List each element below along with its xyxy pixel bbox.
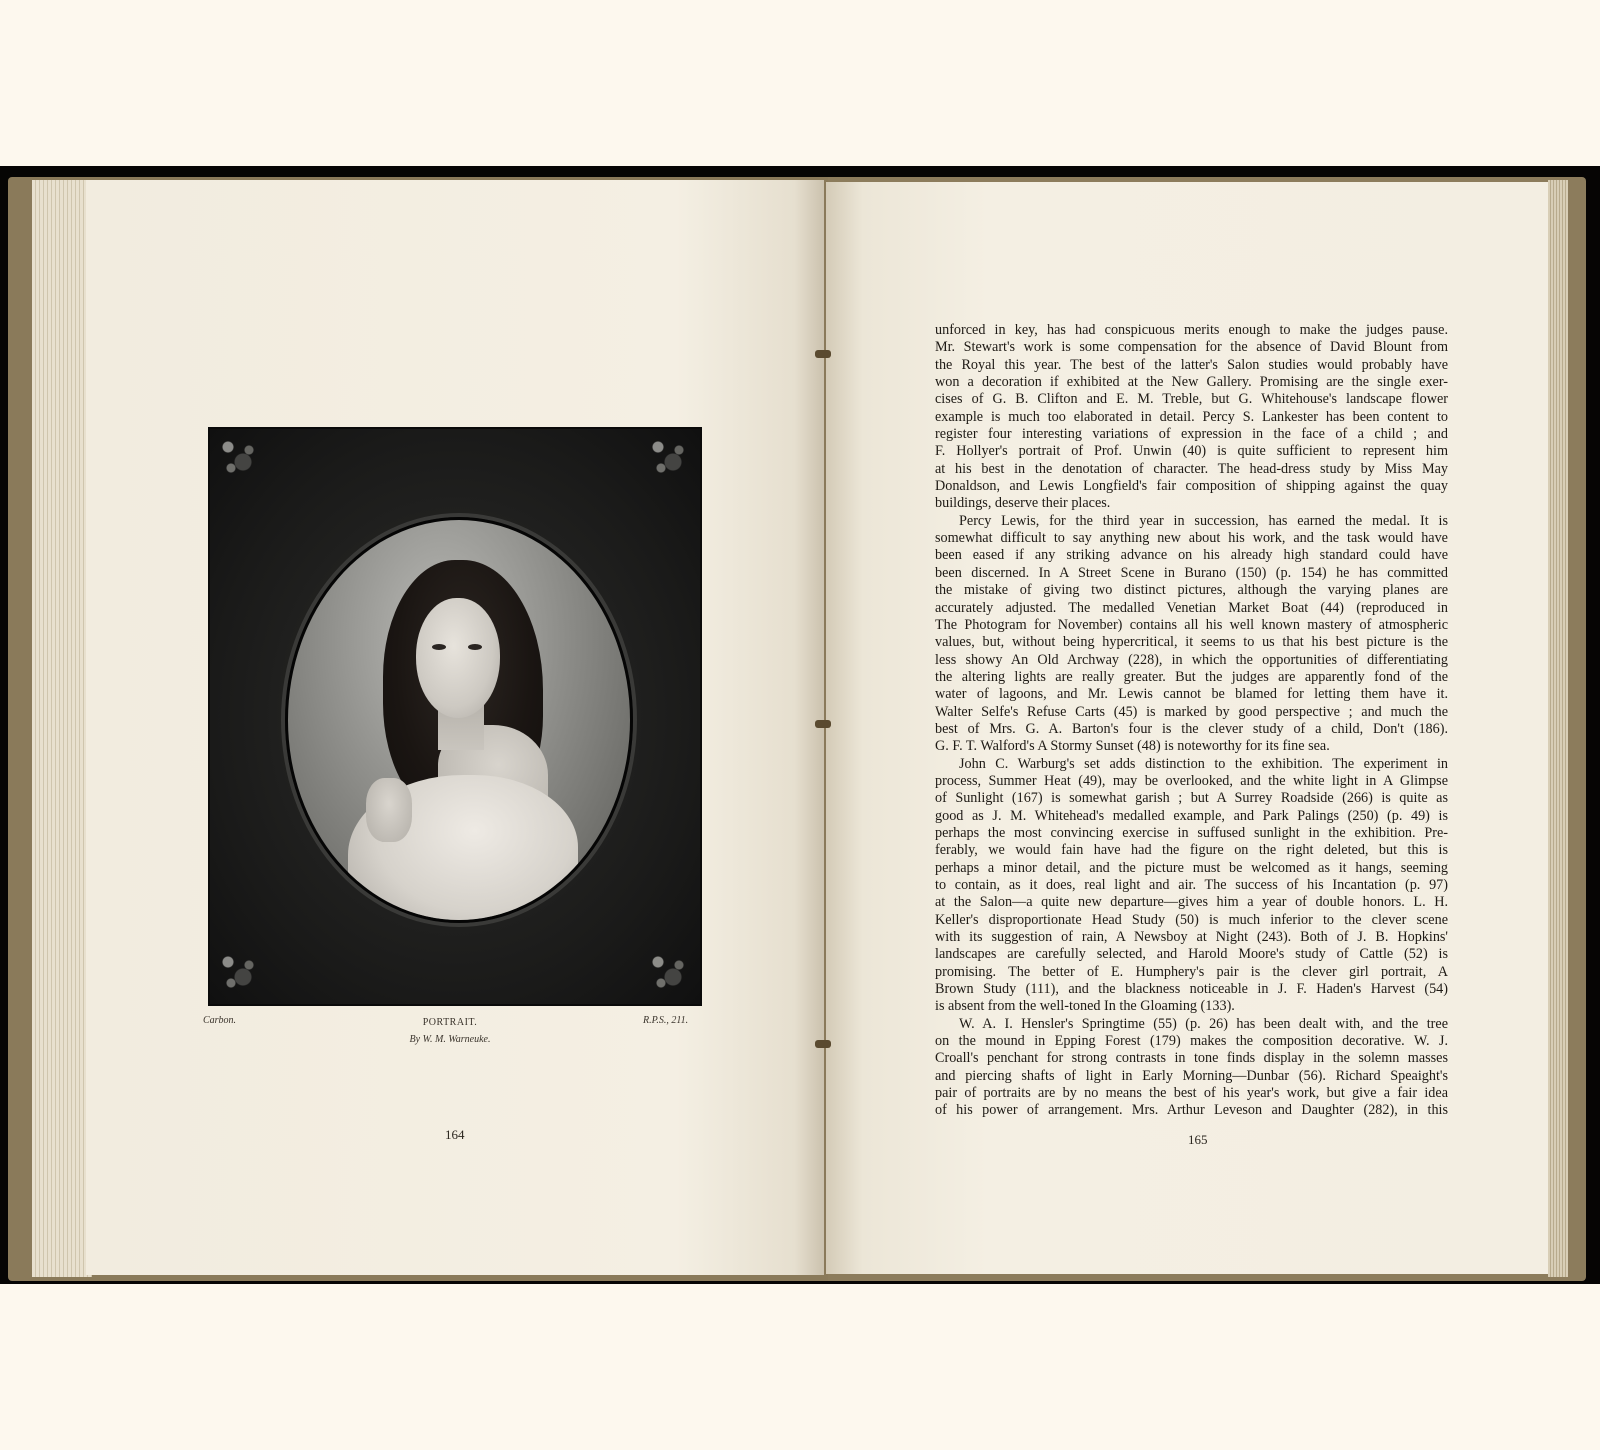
text-line: Keller's disproportionate Head Study (50) is much inferior to the clever scene	[935, 911, 1448, 928]
portrait-eye-left	[432, 644, 446, 650]
text-line: somewhat difficult to say anything new about his work, and the task would have	[935, 530, 1448, 547]
text-line: buildings, deserve their places.	[935, 495, 1111, 512]
text-line: perhaps the most convincing exercise in suffused sunlight in the exhibition. Pre-	[935, 824, 1448, 841]
text-line: Brown Study (111), and the blackness noticeable in J. F. Haden's Harvest (54)	[935, 981, 1448, 998]
plate-caption-byline: By W. M. Warneuke.	[409, 1034, 491, 1045]
portrait-face	[416, 598, 500, 718]
text-line: G. F. T. Walford's A Stormy Sunset (48) is noteworthy for its fine sea.	[935, 738, 1330, 755]
text-line: the altering lights are really greater. But the judges are apparently fond of the	[935, 668, 1448, 685]
text-line: promising. The better of E. Humphery's pair is the clever girl portrait, A	[935, 963, 1448, 980]
text-line: with its suggestion of rain, A Newsboy at Night (243). Both of J. B. Hopkins'	[935, 929, 1448, 946]
portrait-eye-right	[468, 644, 482, 650]
text-line: The Photogram for November) contains all his well known mastery of atmospheric	[935, 616, 1448, 633]
text-line: process, Summer Heat (49), may be overlooked, and the white light in A Glimpse	[935, 772, 1448, 789]
text-line: values, but, without being hypercritical, it seems to us that his best picture is the	[935, 634, 1448, 651]
text-line: John C. Warburg's set adds distinction to the exhibition. The experiment in	[959, 755, 1448, 772]
text-line: Walter Selfe's Refuse Carts (45) is marked by good perspective ; and much the	[935, 703, 1448, 720]
page-number-left: 164	[445, 1127, 465, 1142]
text-line: landscapes are carefully selected, and Harold Moore's study of Cattle (52) is	[935, 946, 1448, 963]
portrait-photograph	[285, 517, 633, 923]
binding-thread	[815, 720, 831, 728]
text-line: and piercing shafts of light in Early Morning—Dunbar (56). Richard Speaight's	[935, 1067, 1448, 1084]
text-line: pair of portraits are by no means the best of his year's work, but give a fair idea	[935, 1085, 1448, 1102]
text-line: perhaps a minor detail, and the picture must be welcomed as it hangs, seeming	[935, 859, 1448, 876]
plate-caption-process: Carbon.	[203, 1015, 237, 1026]
text-line: Mr. Stewart's work is some compensation for the absence of David Blount from	[935, 339, 1448, 356]
text-line: F. Hollyer's portrait of Prof. Unwin (40) is quite sufficient to represent him	[935, 443, 1448, 460]
page-edges-left	[32, 180, 92, 1277]
text-line: ferably, we would fain have had the figure on the right deleted, but this is	[935, 842, 1448, 859]
text-line: the mistake of giving two distinct pictures, although the varying planes are	[935, 582, 1448, 599]
text-line: of Sunlight (167) is somewhat garish ; but A Surrey Roadside (266) is quite as	[935, 790, 1448, 807]
text-line: on the mound in Epping Forest (179) makes the composition decorative. W. J.	[935, 1033, 1448, 1050]
text-line: accurately adjusted. The medalled Venetian Market Boat (44) (reproduced in	[935, 599, 1448, 616]
corner-ornament-top-right	[640, 429, 700, 489]
text-line: at his best in the denotation of character. The head-dress study by Miss May	[935, 460, 1448, 477]
text-line: best of Mrs. G. A. Barton's four is the clever study of a child, Don't (186).	[935, 720, 1448, 737]
page-edges-right	[1548, 180, 1568, 1277]
text-line: Percy Lewis, for the third year in succession, has earned the medal. It is	[959, 512, 1448, 529]
plate-caption-title: PORTRAIT.	[422, 1017, 478, 1028]
text-line: water of lagoons, and Mr. Lewis cannot be blamed for letting them have it.	[935, 686, 1448, 703]
text-line: to contain, as it does, real light and air. The success of his Incantation (p. 97)	[935, 877, 1448, 893]
text-line: example is much too elaborated in detail. Percy S. Lankester has been content to	[935, 408, 1448, 425]
text-line: been eased if any striking advance on his already high standard could have	[935, 547, 1448, 564]
body-text-column	[935, 322, 1448, 1120]
corner-ornament-top-left	[210, 429, 270, 489]
text-line: won a decoration if exhibited at the New Gallery. Promising are the single exer-	[935, 374, 1448, 391]
text-line: of his power of arrangement. Mrs. Arthur Leveson and Daughter (282), in this	[935, 1102, 1448, 1119]
text-line: good as J. M. Whitehead's medalled example, and Park Palings (250) (p. 49) is	[935, 807, 1448, 824]
text-line: register four interesting variations of expression in the face of a child ; and	[935, 426, 1448, 443]
text-line: is absent from the well-toned In the Gloaming (133).	[935, 998, 1235, 1015]
text-line: cises of G. B. Clifton and E. M. Treble, but G. Whitehouse's landscape flower	[935, 391, 1448, 408]
text-line: unforced in key, has had conspicuous merits enough to make the judges pause.	[935, 322, 1448, 338]
corner-ornament-bottom-right	[640, 944, 700, 1004]
portrait-hand	[366, 778, 412, 842]
corner-ornament-bottom-left	[210, 944, 270, 1004]
portrait-plate	[208, 427, 702, 1006]
text-line: W. A. I. Hensler's Springtime (55) (p. 26) has been dealt with, and the tree	[959, 1015, 1448, 1032]
text-line: Donaldson, and Lewis Longfield's fair composition of shipping against the quay	[935, 478, 1448, 495]
text-line: Croall's penchant for strong contrasts in tone finds display in the solemn masses	[935, 1050, 1448, 1067]
plate-caption-reference: R.P.S., 211.	[643, 1015, 689, 1026]
page-number-right: 165	[1188, 1132, 1208, 1147]
left-page	[86, 180, 824, 1275]
text-line: less showy An Old Archway (228), in which the opportunities of differentiating	[935, 651, 1448, 668]
text-line: been discerned. In A Street Scene in Burano (150) (p. 154) he has committed	[935, 564, 1448, 581]
text-line: at the Salon—a quite new departure—gives him a year of double honors. L. H.	[935, 894, 1448, 911]
text-line: the Royal this year. The best of the latter's Salon studies would probably have	[935, 356, 1448, 373]
binding-thread	[815, 350, 831, 358]
